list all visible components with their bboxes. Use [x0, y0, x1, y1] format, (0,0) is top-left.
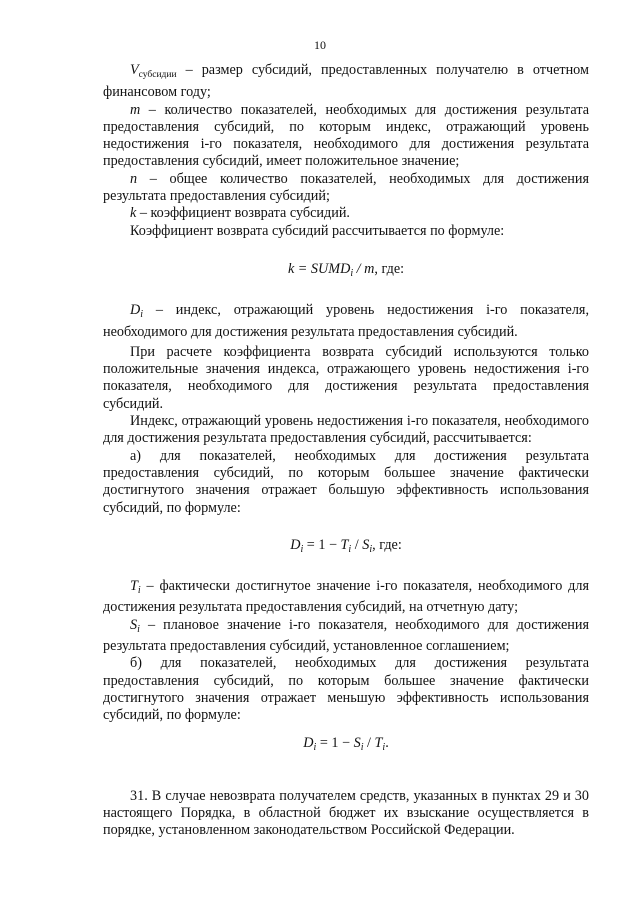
formula-b-suffix: . [385, 734, 389, 751]
definition-ti-text: – фактически достигнутое значение i-го показателя, необходимого для достижения результата предоставления субсидий, на отчетную дату; [103, 578, 589, 616]
formula-a-s-subscript: i [369, 543, 373, 555]
formula-b-t: T [374, 734, 383, 751]
paragraph-index: Индекс, отражающий уровень недостижения i-го показателя, необходимого для достижения результата предоставления субсидий, рассчитывается: [103, 413, 589, 447]
formula-a-s: S [362, 536, 370, 553]
definition-di [103, 302, 589, 341]
formula-k-subscript: i [350, 267, 354, 279]
formula-b-s: S [353, 734, 361, 751]
document-body [103, 62, 589, 840]
formula-k-lhs: k [287, 260, 295, 277]
definition-m-text: – количество показателей, необходимых для достижения результата предоставления субсидий, по которым индекс, отражающий уровень недостижения i-го показателя, необходимого для достижения результата предоставления субсидий, имеет положительное значение; [103, 101, 589, 170]
symbol-s-subscript: i [137, 623, 140, 635]
symbol-m: m [130, 101, 141, 118]
definition-k [103, 205, 589, 222]
definition-v-text: – размер субсидий, предоставленных получателю в отчетном финансовом году; [103, 62, 589, 101]
symbol-n: n [130, 170, 138, 187]
formula-b-lhs: D [303, 734, 314, 751]
definition-v [103, 62, 589, 102]
formula-a-lhs-subscript: i [300, 543, 304, 555]
page-number: 10 [314, 38, 326, 52]
coefficient-intro: Коэффициент возврата субсидий рассчитывается по формуле: [130, 222, 505, 239]
formula-b-lhs-subscript: i [313, 741, 317, 753]
formula-a-t-subscript: i [348, 543, 352, 555]
formula-b-s-subscript: i [360, 741, 364, 753]
symbol-d: D [130, 302, 141, 319]
formula-a-lhs: D [290, 536, 301, 553]
formula-di-b [103, 735, 589, 756]
symbol-s: S [130, 616, 138, 633]
definition-n-text: – общее количество показателей, необходимых для достижения результата предоставления субсидий; [103, 170, 589, 205]
definition-m [103, 102, 589, 171]
symbol-v-subscript: субсидии [138, 70, 177, 80]
formula-a-suffix: , где: [372, 536, 402, 553]
formula-b-slash: / [363, 734, 375, 751]
paragraph-31: 31. В случае невозврата получателем средств, указанных в пунктах 29 и 30 настоящего Порядка, в областной бюджет их взыскание осуществляется в порядке, установленном законодательством Российской Федерации. [103, 787, 589, 839]
definition-di-text: – индекс, отражающий уровень недостижения i-го показателя, необходимого для достижения результата предоставления субсидий. [103, 302, 589, 340]
definition-k-text: – коэффициент возврата субсидий. [136, 205, 350, 222]
symbol-d-subscript: i [140, 309, 144, 321]
item-b: б) для показателей, необходимых для достижения результата предоставления субсидий, по которым большее значение фактически достигнутого значения отражает меньшую эффективность использования субсидий, по формуле: [103, 655, 589, 724]
formula-di-a [103, 537, 589, 558]
formula-k-rhs: = SUMD [294, 260, 351, 277]
symbol-k: k [130, 205, 137, 222]
formula-k-tail: / m [353, 260, 375, 277]
symbol-t: T [130, 578, 138, 595]
definition-ti [103, 578, 589, 617]
formula-a-eq: = 1 − [303, 536, 341, 553]
formula-k [103, 261, 589, 282]
item-a: а) для показателей, необходимых для достижения результата предоставления субсидий, по которым большее значение фактически достигнутого значения отражает большую эффективность использования субсидий, по формуле: [103, 447, 589, 516]
definition-si-text: – плановое значение i-го показателя, необходимого для достижения результата предоставления субсидий, установленное соглашением; [103, 616, 589, 655]
formula-b-t-subscript: i [382, 741, 386, 753]
symbol-v: V [130, 62, 139, 78]
paragraph-positive-values: При расчете коэффициента возврата субсидий используются только положительные значения индекса, отражающего уровень недостижения i-го показателя, необходимого для достижения результата предоставления субсидий. [103, 343, 589, 412]
formula-k-suffix: , где: [374, 260, 405, 277]
definition-si [103, 617, 589, 656]
formula-b-eq: = 1 − [316, 734, 354, 751]
formula-a-t: T [340, 536, 349, 553]
symbol-t-subscript: i [137, 585, 141, 597]
definition-n [103, 171, 589, 206]
formula-a-slash: / [351, 536, 363, 553]
